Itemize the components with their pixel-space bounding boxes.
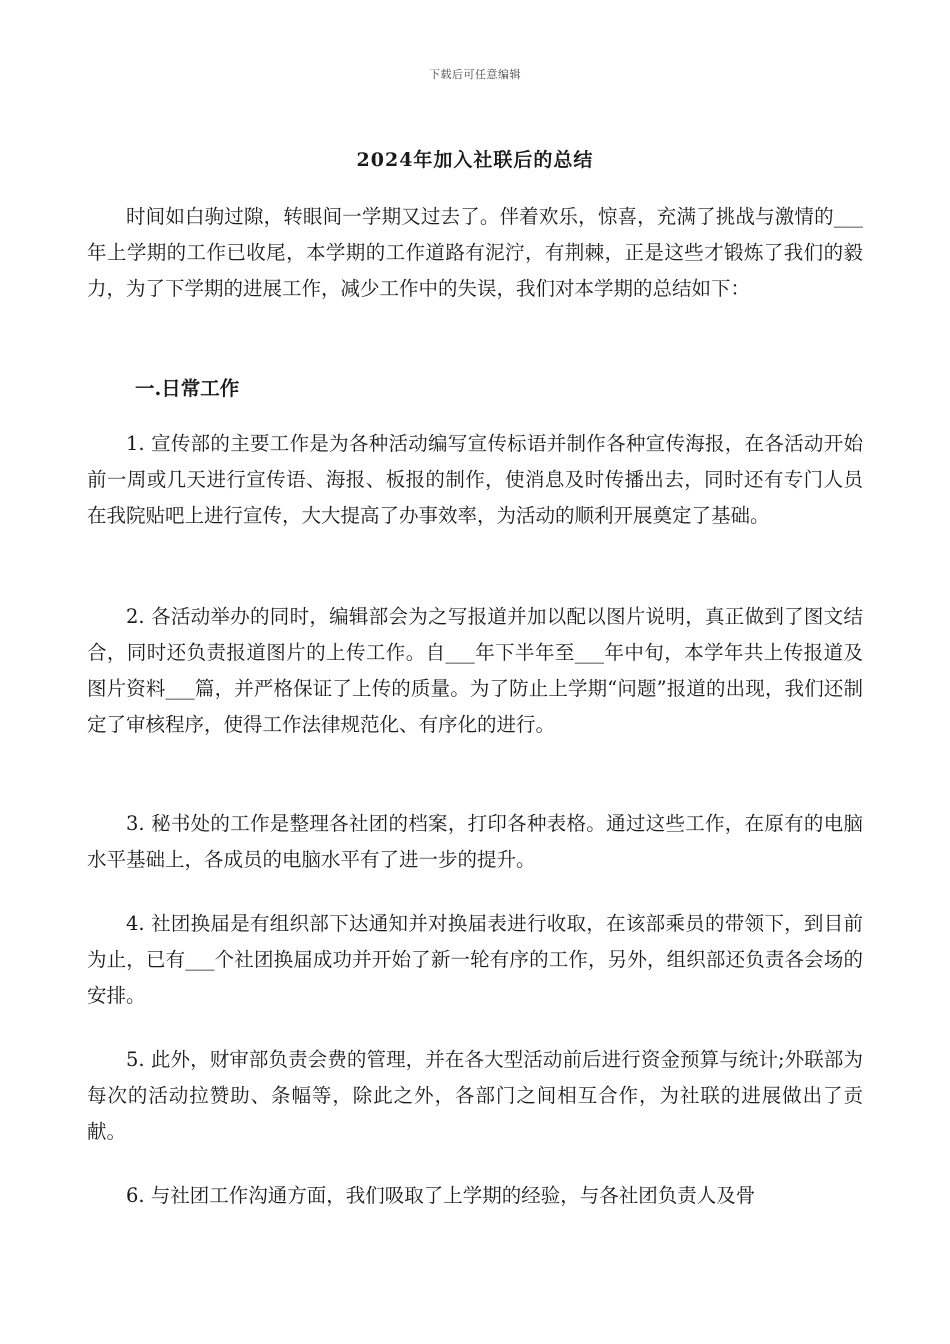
paragraph-item-2: 2. 各活动举办的同时，编辑部会为之写报道并加以配以图片说明，真正做到了图文结合，同时还负责报道图片的上传工作。自___年下半年至___年中旬，本学年共上传报道及图片资料___篇，并严格保证了上传的质量。为了防止上学期“问题”报道的出现，我们还制定了审核程序，使得工作法律规范化、有序化的进行。 [87,605,863,736]
paragraph-item-1: 1. 宣传部的主要工作是为各种活动编写宣传标语并制作各种宣传海报，在各活动开始前一周或几天进行宣传语、海报、板报的制作，使消息及时传播出去，同时还有专门人员在我院贴吧上进行宣传，大大提高了办事效率，为活动的顺利开展奠定了基础。 [87,432,863,527]
paragraph-item-6: 6. 与社团工作沟通方面，我们吸取了上学期的经验，与各社团负责人及骨 [126,1184,756,1207]
paragraph-item-4: 4. 社团换届是有组织部下达通知并对换届表进行收取，在该部乘员的带领下，到目前为止，已有___个社团换届成功并开始了新一轮有序的工作，另外，组织部还负责各会场的安排。 [87,912,863,1007]
document-title: 2024年加入社联后的总结 [356,149,594,171]
header-note: 下载后可任意编辑 [429,68,521,81]
intro-paragraph: 时间如白驹过隙，转眼间一学期又过去了。伴着欢乐，惊喜，充满了挑战与激情的___年上学期的工作已收尾，本学期的工作道路有泥泞，有荆棘，正是这些才锻炼了我们的毅力，为了下学期的进展工作，减少工作中的失误，我们对本学期的总结如下： [87,205,863,300]
paragraph-item-5: 5. 此外，财审部负责会费的管理，并在各大型活动前后进行资金预算与统计;外联部为每次的活动拉赞助、条幅等，除此之外，各部门之间相互合作，为社联的进展做出了贡献。 [87,1048,863,1143]
paragraph-item-3: 3. 秘书处的工作是整理各社团的档案，打印各种表格。通过这些工作，在原有的电脑水平基础上，各成员的电脑水平有了进一步的提升。 [87,812,863,871]
section-heading-daily-work: 一.日常工作 [135,377,240,400]
